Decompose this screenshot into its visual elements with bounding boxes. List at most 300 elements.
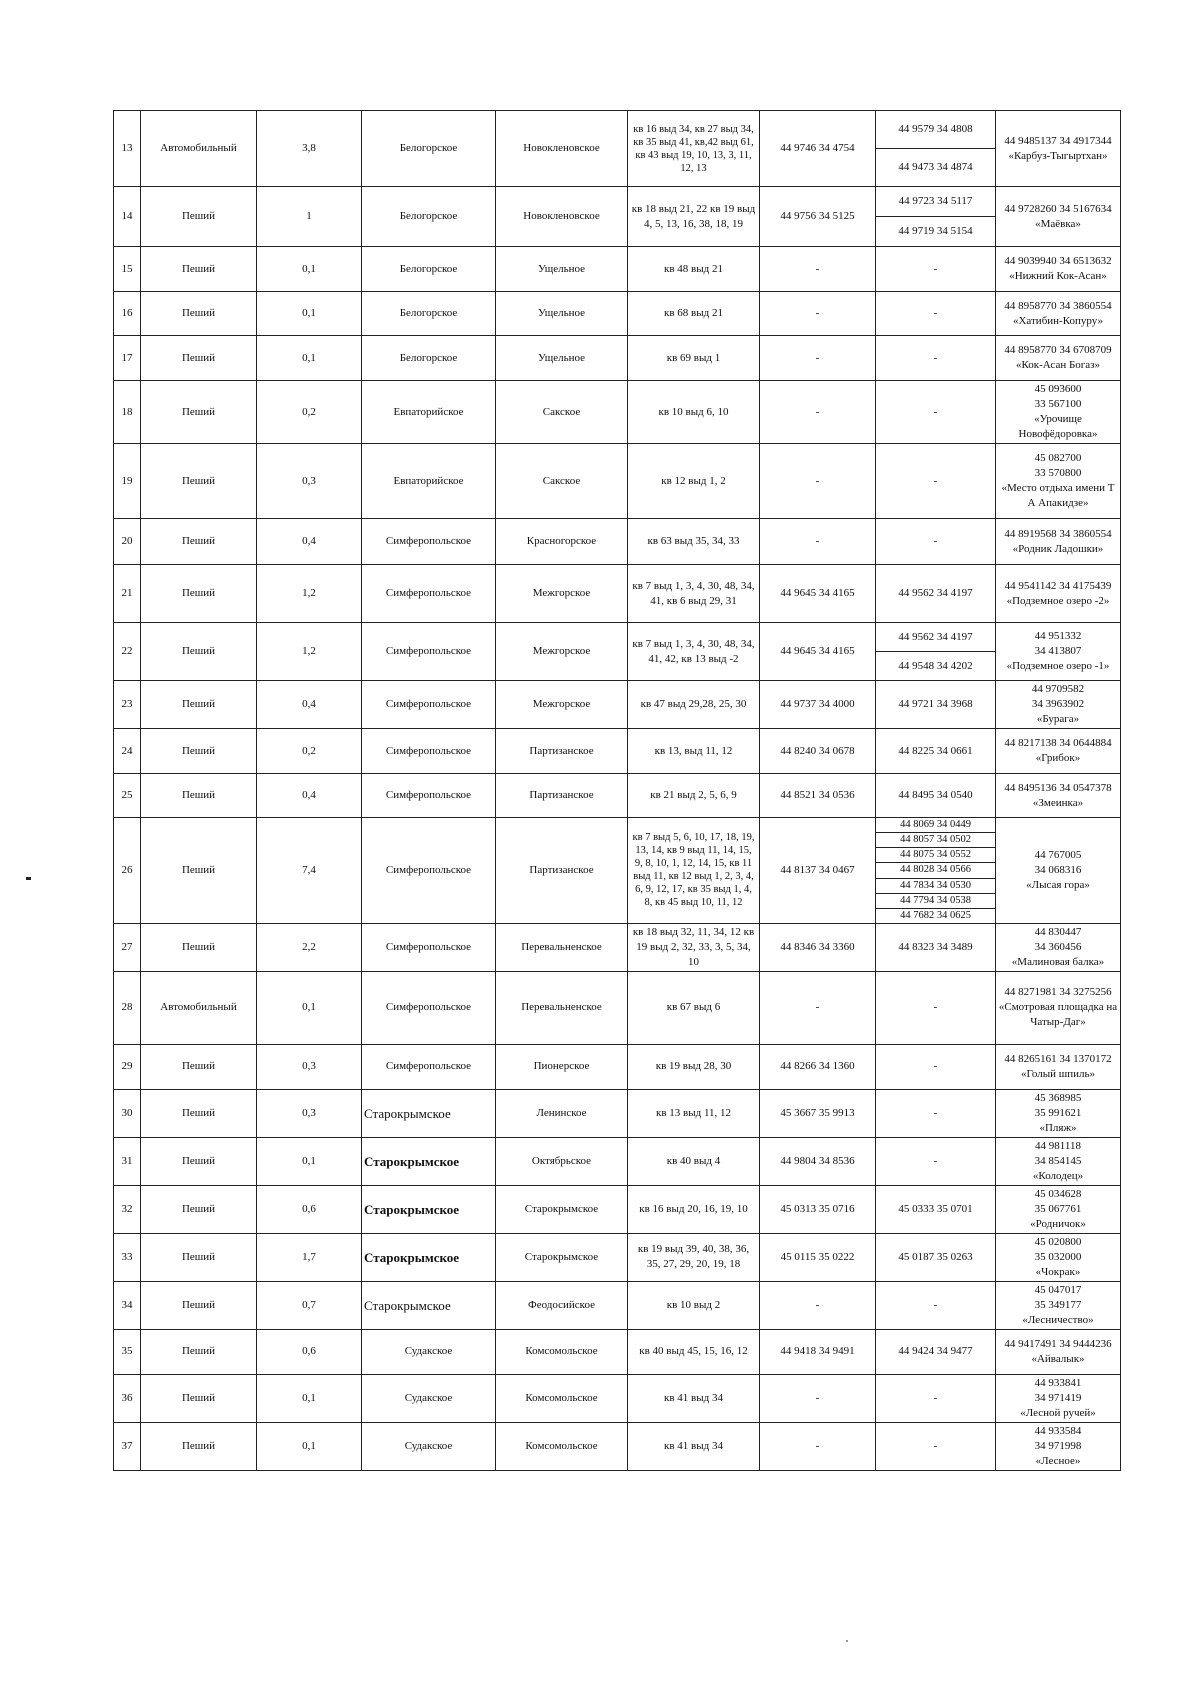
end-point-name: «Айвалык» [1031,1352,1085,1365]
route-type-cell [141,1185,257,1233]
route-type-cell [141,623,257,681]
waypoint: 44 8075 34 0552 [900,849,971,861]
waypoint-cell [876,187,996,217]
district-name: Белогорское [399,307,458,319]
forestry-name-cell [496,818,628,924]
start-point-cell [760,681,876,729]
district-name-cell [362,111,496,187]
route-length: 0,4 [302,535,316,547]
table-row [114,1422,1121,1470]
waypoint: 44 9719 34 5154 [898,225,973,237]
forestry-name: Ущельное [537,351,586,364]
end-point-coords: 44 8495136 34 0547378 [1004,781,1112,794]
end-point-coords: 44 9728260 34 5167634 [1004,202,1112,215]
forestry-name-cell [496,774,628,818]
district-name: Старокрымское [364,1249,460,1265]
quarters-list-cell [628,1044,760,1089]
route-length: 0,1 [302,307,316,319]
quarters-list: кв 13, выд 11, 12 [654,744,733,757]
row-number: 20 [121,535,133,547]
table-row [114,565,1121,623]
row-number: 19 [121,474,133,487]
row-number: 14 [121,210,133,222]
forestry-name: Новокленовское [523,210,600,222]
start-point: 44 9737 34 4000 [780,698,855,710]
waypoint-cell [876,292,996,336]
waypoint-cell [876,1044,996,1089]
route-length-cell [257,818,362,924]
district-name: Белогорское [399,351,458,364]
route-type: Пеший [181,1298,216,1311]
end-point-coords: 44 981118 34 854145 [1034,1139,1082,1167]
end-point-name: «Родник Ладошки» [1012,542,1104,555]
route-length-cell [257,381,362,444]
district-name: Белогорское [399,262,458,275]
table-row [114,247,1121,292]
waypoint: 44 9562 34 4197 [898,630,973,643]
start-point-cell [760,292,876,336]
route-type-cell [141,292,257,336]
end-point-cell [996,519,1121,565]
quarters-list-cell [628,1137,760,1185]
waypoint-cell [876,247,996,292]
waypoint-cell [876,336,996,381]
route-length-cell [257,336,362,381]
route-type: Пеший [181,1439,216,1452]
quarters-list: кв 10 выд 6, 10 [658,405,729,418]
waypoint-cell [876,1329,996,1374]
route-type-cell [141,247,257,292]
quarters-list-cell [628,444,760,519]
start-point-cell [760,336,876,381]
route-length-cell [257,247,362,292]
quarters-list: кв 48 выд 21 [664,262,723,275]
start-point-cell [760,565,876,623]
quarters-list: кв 7 выд 1, 3, 4, 30, 48, 34, 41, 42, кв 13 выд -2 [632,637,755,665]
table-row [114,444,1121,519]
start-point: - [815,474,820,487]
table-row [114,336,1121,381]
route-length-cell [257,292,362,336]
district-name-cell [362,1044,496,1089]
start-point: - [815,307,820,319]
row-number-cell [114,187,141,247]
quarters-list: кв 16 выд 20, 16, 19, 10 [639,1202,748,1215]
row-number-cell [114,1281,141,1329]
quarters-list: кв 40 выд 4 [666,1154,721,1167]
start-point-cell [760,1185,876,1233]
route-type: Пеший [181,262,216,275]
table-row [114,1137,1121,1185]
end-point-coords: 44 8958770 34 6708709 [1004,344,1112,356]
quarters-list: кв 63 выд 35, 34, 33 [647,535,740,547]
end-point-coords: 44 9485137 34 4917344 [1004,134,1112,147]
end-point-name: «Смотровая площадка на Чатыр-Даг» [998,1001,1118,1029]
waypoint-cell [876,444,996,519]
district-name-cell [362,818,496,924]
route-length: 0,7 [302,1298,316,1311]
district-name-cell [362,381,496,444]
end-point-name: «Место отдыха имени Т А Апакидзе» [1001,482,1115,509]
scan-speck [846,1640,848,1642]
end-point-cell [996,971,1121,1044]
table-row [114,623,1121,652]
forestry-name-cell [496,971,628,1044]
quarters-list: кв 68 выд 21 [664,307,723,319]
quarters-list: кв 67 выд 6 [666,1001,721,1014]
row-number: 33 [121,1250,133,1263]
district-name: Симферопольское [385,789,472,801]
quarters-list: кв 7 выд 5, 6, 10, 17, 18, 19, 13, 14, кв 9 выд 11, 14, 15, 9, 8, 10, 1, 12, 14, 15, кв 11 выд 11, кв 12 выд 1, 2, 3, 4, 6, 9, 12, 17, кв 35 выд 1, 4, 8, кв 45 выд 10, 11, 12 [632,832,755,909]
waypoint-cell [876,863,996,878]
start-point-cell [760,818,876,924]
route-length: 0,4 [302,698,316,710]
row-number-cell [114,623,141,681]
route-type: Пеший [181,1202,216,1215]
district-name-cell [362,1329,496,1374]
waypoint: - [933,1439,938,1452]
district-name: Старокрымское [364,1297,451,1313]
end-point-name: «Маёвка» [1035,217,1081,230]
quarters-list-cell [628,111,760,187]
end-point-coords: 45 047017 35 349177 [1034,1283,1082,1311]
row-number-cell [114,774,141,818]
route-type: Пеший [181,1391,216,1404]
route-length: 1 [306,210,312,222]
district-name: Симферопольское [385,940,472,953]
waypoint: 44 9562 34 4197 [898,587,973,599]
end-point-cell [996,729,1121,774]
route-type: Пеший [181,535,216,547]
row-number-cell [114,1137,141,1185]
quarters-list-cell [628,818,760,924]
route-type-cell [141,923,257,971]
forestry-name: Ущельное [537,307,586,319]
route-type-cell [141,565,257,623]
waypoint: 44 9579 34 4808 [898,123,973,135]
waypoint: - [933,307,938,319]
route-type-cell [141,729,257,774]
table-row [114,1374,1121,1422]
waypoint-cell [876,923,996,971]
row-number: 18 [121,405,133,418]
quarters-list-cell [628,565,760,623]
district-name: Белогорское [399,210,458,222]
route-length: 0,3 [302,474,316,487]
start-point-cell [760,1374,876,1422]
end-point-coords: 44 933841 34 971419 [1034,1376,1082,1404]
end-point-cell [996,336,1121,381]
route-type-cell [141,1422,257,1470]
start-point: 44 9418 34 9491 [780,1345,855,1358]
route-length-cell [257,623,362,681]
start-point: 44 9804 34 8536 [780,1154,855,1167]
quarters-list-cell [628,1185,760,1233]
route-length-cell [257,519,362,565]
district-name-cell [362,1233,496,1281]
district-name-cell [362,623,496,681]
start-point-cell [760,1137,876,1185]
route-length: 1,7 [302,1250,316,1263]
waypoint-cell [876,111,996,149]
row-number-cell [114,381,141,444]
district-name-cell [362,565,496,623]
end-point-cell [996,1185,1121,1233]
district-name-cell [362,923,496,971]
end-point-coords: 45 368985 35 991621 [1034,1091,1082,1119]
row-number-cell [114,565,141,623]
end-point-coords: 45 020800 35 032000 [1034,1235,1082,1263]
district-name: Судакское [404,1391,453,1404]
forestry-name-cell [496,1329,628,1374]
forestry-name: Перевальненское [521,1001,602,1014]
end-point-cell [996,1422,1121,1470]
route-type: Автомобильный [160,1001,237,1014]
end-point-coords: 44 767005 34 068316 [1034,848,1082,876]
forestry-name: Межгорское [532,587,591,599]
start-point-cell [760,923,876,971]
route-length-cell [257,1044,362,1089]
quarters-list: кв 69 выд 1 [666,351,721,364]
row-number-cell [114,444,141,519]
row-number-cell [114,1422,141,1470]
forestry-name-cell [496,1281,628,1329]
route-length: 0,1 [302,262,316,275]
end-point-cell [996,818,1121,924]
table-row [114,292,1121,336]
route-length-cell [257,1329,362,1374]
quarters-list-cell [628,1089,760,1137]
forestry-name: Партизанское [529,744,594,757]
forestry-name: Феодосийское [528,1298,595,1311]
start-point-cell [760,1422,876,1470]
row-number-cell [114,1233,141,1281]
district-name: Судакское [404,1439,453,1452]
end-point-coords: 44 9709582 34 3963902 [1031,683,1085,710]
route-type-cell [141,818,257,924]
district-name: Старокрымское [364,1201,460,1217]
start-point-cell [760,971,876,1044]
forestry-name: Сакское [542,405,581,418]
forestry-name-cell [496,729,628,774]
district-name: Евпаторийское [393,474,464,487]
quarters-list-cell [628,1374,760,1422]
start-point: - [815,405,820,418]
start-point: 44 8346 34 3360 [780,940,855,953]
waypoint-cell [876,652,996,681]
end-point-name: «Карбуз-Тыгыртхан» [1008,149,1108,162]
route-type-cell [141,1137,257,1185]
route-length: 0,1 [302,1154,316,1167]
forestry-name-cell [496,292,628,336]
district-name: Симферопольское [385,587,472,599]
end-point-name: «Урочище Новофёдоровка» [1018,413,1098,440]
routes-table-body [114,111,1121,1471]
quarters-list: кв 12 выд 1, 2 [661,474,726,487]
route-type: Пеший [181,210,216,222]
district-name: Белогорское [399,142,458,154]
end-point-cell [996,1044,1121,1089]
waypoint-cell [876,971,996,1044]
waypoint-cell [876,1374,996,1422]
route-type: Пеший [181,307,216,319]
quarters-list-cell [628,381,760,444]
waypoint: - [933,1001,938,1014]
table-row [114,1044,1121,1089]
forestry-name-cell [496,187,628,247]
quarters-list-cell [628,729,760,774]
route-length-cell [257,1233,362,1281]
end-point-name: «Пляж» [1039,1121,1077,1134]
quarters-list-cell [628,292,760,336]
forestry-name: Ленинское [536,1106,587,1119]
quarters-list: кв 41 выд 34 [664,1439,723,1452]
route-type: Пеший [181,940,216,953]
district-name: Симферопольское [385,698,472,710]
table-row [114,1185,1121,1233]
start-point: - [815,1439,820,1452]
table-row [114,381,1121,444]
route-type: Пеший [181,405,216,418]
waypoint-cell [876,1185,996,1233]
start-point: 45 0313 35 0716 [780,1202,855,1215]
forestry-name-cell [496,1137,628,1185]
end-point-name: «Лесничество» [1022,1313,1094,1326]
start-point: 45 0115 35 0222 [780,1250,855,1263]
quarters-list: кв 21 выд 2, 5, 6, 9 [650,789,737,801]
forestry-name: Межгорское [532,698,591,710]
start-point-cell [760,247,876,292]
quarters-list-cell [628,774,760,818]
route-length-cell [257,971,362,1044]
start-point-cell [760,729,876,774]
route-type: Пеший [181,474,216,487]
end-point-name: «Родничок» [1030,1217,1086,1230]
route-type-cell [141,1044,257,1089]
route-type: Пеший [181,645,216,657]
quarters-list: кв 19 выд 28, 30 [655,1060,732,1073]
row-number-cell [114,923,141,971]
forestry-name-cell [496,111,628,187]
route-length: 0,6 [302,1202,316,1215]
end-point-coords: 45 093600 33 567100 [1034,383,1082,410]
route-length: 0,2 [302,405,316,418]
route-type-cell [141,1089,257,1137]
start-point: 44 9756 34 5125 [780,210,855,222]
end-point-name: «Змеинка» [1032,796,1084,809]
end-point-cell [996,1137,1121,1185]
route-length-cell [257,729,362,774]
district-name-cell [362,971,496,1044]
row-number: 37 [121,1439,133,1452]
district-name: Симферопольское [385,744,472,757]
route-length: 0,1 [302,1391,316,1404]
start-point-cell [760,623,876,681]
row-number: 17 [121,351,133,364]
waypoint-cell [876,893,996,908]
row-number: 29 [121,1060,133,1073]
end-point-coords: 44 9417491 34 9444236 [1004,1337,1112,1350]
district-name-cell [362,444,496,519]
end-point-cell [996,187,1121,247]
waypoint-cell [876,818,996,833]
route-type: Пеший [181,744,216,757]
start-point: 44 8240 34 0678 [780,744,855,757]
forestry-name: Красногорское [526,535,597,547]
quarters-list: кв 40 выд 45, 15, 16, 12 [639,1345,748,1358]
route-length-cell [257,444,362,519]
route-type: Пеший [181,863,216,876]
route-type-cell [141,336,257,381]
end-point-cell [996,381,1121,444]
start-point: - [815,351,820,364]
row-number-cell [114,247,141,292]
end-point-name: «Лесной ручей» [1020,1406,1096,1419]
forestry-name-cell [496,1374,628,1422]
waypoint: 44 9723 34 5117 [898,195,973,207]
forestry-name-cell [496,519,628,565]
start-point-cell [760,1044,876,1089]
quarters-list: кв 10 выд 2 [666,1298,721,1311]
district-name-cell [362,1281,496,1329]
start-point: 44 9645 34 4165 [780,587,855,599]
table-row [114,1089,1121,1137]
start-point-cell [760,111,876,187]
district-name-cell [362,187,496,247]
district-name-cell [362,336,496,381]
table-row [114,774,1121,818]
start-point: 44 8137 34 0467 [780,863,855,876]
forestry-name-cell [496,565,628,623]
forestry-name: Комсомольское [525,1439,598,1452]
waypoint: 44 8057 34 0502 [900,834,971,846]
route-type: Пеший [181,789,216,801]
end-point-name: «Бурага» [1036,713,1080,725]
end-point-coords: 44 8958770 34 3860554 [1004,299,1112,312]
quarters-list: кв 18 выд 21, 22 кв 19 выд 4, 5, 13, 16, 38, 18, 19 [631,202,756,230]
waypoint: - [933,535,938,547]
waypoint: 44 9548 34 4202 [898,659,973,672]
route-length: 0,6 [302,1345,316,1358]
quarters-list-cell [628,336,760,381]
route-type-cell [141,971,257,1044]
end-point-coords: 45 034628 35 067761 [1034,1187,1082,1215]
quarters-list: кв 19 выд 39, 40, 38, 36, 35, 27, 29, 20, 19, 18 [637,1243,750,1271]
row-number-cell [114,729,141,774]
end-point-coords: 44 830447 34 360456 [1034,925,1082,953]
end-point-name: «Голый шпиль» [1020,1067,1095,1080]
end-point-name: «Кок-Асан Богаз» [1015,359,1101,371]
waypoint: - [933,1154,938,1167]
quarters-list-cell [628,1422,760,1470]
route-type: Пеший [181,1060,216,1073]
route-length-cell [257,111,362,187]
row-number: 35 [121,1345,133,1358]
route-type-cell [141,111,257,187]
row-number: 13 [121,142,133,154]
end-point-cell [996,681,1121,729]
route-type: Пеший [181,1106,216,1119]
district-name-cell [362,681,496,729]
district-name-cell [362,1185,496,1233]
table-row [114,187,1121,217]
end-point-cell [996,774,1121,818]
forestry-name-cell [496,623,628,681]
waypoint-cell [876,149,996,187]
waypoint: 44 9721 34 3968 [898,698,973,710]
quarters-list-cell [628,247,760,292]
row-number: 25 [121,789,133,801]
